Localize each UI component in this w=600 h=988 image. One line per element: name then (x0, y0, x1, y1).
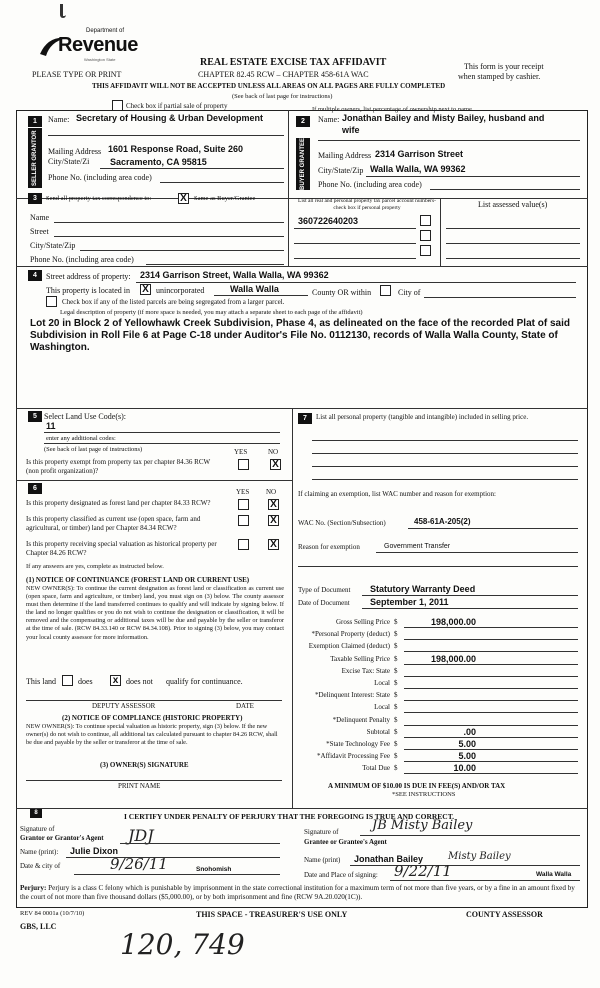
segregated-checkbox[interactable] (46, 296, 57, 307)
forest-no-checkbox[interactable]: X (268, 499, 279, 510)
land-does-not-label: does not (126, 677, 153, 686)
tax-row-label: Subtotal (366, 728, 390, 736)
section-2-number: 2 (296, 116, 310, 127)
grantee-name[interactable]: Jonathan Bailey (354, 854, 424, 864)
grantee-sig-label-2: Grantee or Grantee's Agent (304, 838, 387, 846)
document-type[interactable]: Statutory Warranty Deed (370, 584, 476, 594)
grantee-date-label: Date and Place of signing: (304, 871, 378, 879)
parcel-2-personal-checkbox[interactable] (420, 230, 431, 241)
document-date[interactable]: September 1, 2011 (370, 597, 449, 607)
tax-row-dollar: $ (394, 642, 398, 650)
buyer-name-line-2[interactable]: wife (342, 125, 360, 135)
tax-row-value[interactable]: 5.00 (458, 739, 476, 749)
land-does-not-checkbox[interactable]: x (110, 675, 121, 686)
perjury-label: Perjury: (20, 884, 47, 892)
tax-row-dollar: $ (394, 728, 398, 736)
grantor-name[interactable]: Julie Dixon (70, 846, 119, 856)
current-use-question: Is this property classified as current use (open space, farm and agricultural, or timber) land per Chapter 84.34 RCW? (26, 515, 201, 532)
document-date-label: Date of Document (298, 599, 350, 607)
section-8-number: 8 (30, 809, 42, 818)
see-instructions-note: *SEE INSTRUCTIONS (392, 791, 456, 798)
assessed-value-header: List assessed value(s) (478, 200, 548, 209)
form-title: REAL ESTATE EXCISE TAX AFFIDAVIT (200, 57, 387, 68)
s6-yes-header: YES (236, 488, 250, 496)
tax-row-value[interactable]: .00 (463, 727, 476, 737)
type-note: PLEASE TYPE OR PRINT (32, 70, 122, 79)
tax-row-dollar: $ (394, 655, 398, 663)
legal-description-label: Legal description of property (if more space is needed, you may attach a separate sheet to each page of the affidavit) (60, 309, 363, 316)
forest-yes-checkbox[interactable] (238, 499, 249, 510)
buyer-name-line-1[interactable]: Jonathan Bailey and Misty Bailey, husband and (342, 113, 545, 123)
grantee-signature[interactable]: JB Misty Bailey (372, 818, 473, 833)
notice-2-title: (2) NOTICE OF COMPLIANCE (HISTORIC PROPERTY) (62, 714, 243, 722)
multiple-owners-note: If multiple owners, list percentage of ownership next to name (312, 106, 472, 113)
section-4-number: 4 (28, 270, 42, 281)
city-of-label: City of (398, 288, 421, 297)
section-5-number: 5 (28, 411, 42, 422)
owner-signature-title: (3) OWNER(S) SIGNATURE (100, 761, 189, 769)
seller-name-label: Name: (48, 115, 70, 124)
buyer-phone-label: Phone No. (including area code) (318, 180, 422, 189)
exempt-question: Is this property exempt from property tax per chapter 84.36 RCW (non profit organization)? (26, 458, 210, 475)
exemption-label: If claiming an exemption, list WAC number and reason for exemption: (298, 490, 496, 498)
grantor-sig-label-1: Signature of (20, 825, 55, 833)
receipt-note-1: This form is your receipt (464, 62, 544, 71)
notice-1-text: NEW OWNER(S): To continue the current designation as forest land or classification as current use (open space, farm and agriculture, or timber) land, you must sign on (3) below. The county assessor must then determine if the land transferred continues to qualify and will indicate by signing below. If the land no longer qualifies or you do not wish to continue the designation or classification, it will be removed and the compensating or additional taxes will be due and payable by the seller or transferor at the time of sale. (RCW 84.33.140 or RCW 84.34.108). Prior to signing (3) below, you may contact your local county assessor for more information. (26, 585, 284, 641)
section-3-number: 3 (28, 193, 42, 204)
deputy-assessor-label: DEPUTY ASSESSOR (92, 702, 156, 710)
tax-row-label: *Personal Property (deduct) (311, 630, 390, 638)
same-as-buyer-label: Same as Buyer/Grantee (194, 195, 256, 202)
tax-row-dollar: $ (394, 679, 398, 687)
section-6-number: 6 (28, 483, 42, 494)
corr-street-label: Street (30, 227, 49, 236)
grantor-date-label: Date & city of (20, 862, 61, 870)
s5-yes-header: YES (234, 448, 248, 456)
personal-property-label: List all personal property (tangible and intangible) included in selling price. (316, 413, 529, 421)
tax-row-dollar: $ (394, 740, 398, 748)
tax-row-label: Excise Tax: State (341, 667, 390, 675)
located-in-label: This property is located in (46, 286, 130, 295)
buyer-side-label: BUYER GRANTEE (296, 138, 310, 190)
land-does-checkbox[interactable] (62, 675, 73, 686)
city-checkbox[interactable] (380, 285, 391, 296)
send-correspondence-label: Send all property tax correspondence to: (46, 195, 152, 202)
assessor-date-label: DATE (236, 702, 254, 710)
tax-row-label: *Delinquent Penalty (332, 716, 390, 724)
tax-row-label: Local (374, 703, 390, 711)
perjury-text: Perjury is a class C felony which is punishable by imprisonment in the state correctional institution for a maximum term of not more than five years, or by a fine in an amount fixed by the court of not more than five thousand dollars ($5,000.00), or by both imprisonment and fine (RCW 9A.20.020(1C)). (20, 884, 575, 901)
exemption-reason[interactable]: Government Transfer (384, 543, 451, 550)
print-name-label: PRINT NAME (118, 782, 161, 790)
form-chapter: CHAPTER 82.45 RCW – CHAPTER 458-61A WAC (198, 70, 369, 79)
notice-1-title: (1) NOTICE OF CONTINUANCE (FOREST LAND OR CURRENT USE) (26, 576, 250, 584)
exemption-reason-label: Reason for exemption (298, 543, 360, 551)
seller-phone-label: Phone No. (including area code) (48, 173, 152, 182)
property-street[interactable]: 2314 Garrison Street, Walla Walla, WA 99362 (140, 270, 329, 280)
legal-description[interactable]: Lot 20 in Block 2 of Yellowhawk Creek Subdivision, Phase 4, as delineated on the face of the recorded Plat of said Subdivision in Roll File 6 at Page C-18 under Auditor's File No. 0112130, records of Walla Walla County, State of Washington. (30, 318, 570, 353)
tax-row-label: *Delinquent Interest: State (314, 691, 390, 699)
tax-row-dollar: $ (394, 764, 398, 772)
same-as-buyer-checkbox[interactable]: X (178, 193, 189, 204)
s6-no-header: NO (266, 488, 277, 496)
parcel-header: List all real and personal property tax parcel account numbers-check box if personal property (298, 198, 436, 211)
property-county[interactable]: Walla Walla (230, 284, 279, 294)
this-land-label: This land (26, 677, 56, 686)
wac-number[interactable]: 458-61A-205(2) (414, 517, 471, 526)
wac-label: WAC No. (Section/Subsection) (298, 519, 386, 527)
exempt-yes-checkbox[interactable] (238, 459, 249, 470)
company-name: GBS, LLC (20, 922, 57, 931)
parcel-3-personal-checkbox[interactable] (420, 245, 431, 256)
buyer-mailing-label: Mailing Address (318, 151, 372, 160)
if-yes-note: If any answers are yes, complete as instructed below. (26, 563, 164, 570)
exempt-no-checkbox[interactable]: X (270, 459, 281, 470)
tax-row-label: *State Technology Fee (326, 740, 390, 748)
grantor-name-label: Name (print): (20, 848, 59, 856)
buyer-mailing[interactable]: 2314 Garrison Street (375, 149, 464, 159)
parcel-number[interactable]: 360722640203 (298, 216, 359, 226)
seller-city-label: City/State/Zi (48, 157, 90, 166)
receipt-note-2: when stamped by cashier. (458, 72, 541, 81)
current-use-yes-checkbox[interactable] (238, 515, 249, 526)
partial-sale-label: Check box if partial sale of property (126, 102, 228, 110)
seller-name[interactable]: Secretary of Housing & Urban Development (76, 113, 264, 123)
tax-row-dollar: $ (394, 667, 398, 675)
tax-row-value[interactable]: 198,000.00 (430, 617, 476, 627)
tax-row-dollar: $ (394, 618, 398, 626)
notice-2-text: NEW OWNER(S): To continue special valuation as historic property, sign (3) below. If the new owner(s) do not wish to continue, all additional tax calculated pursuant to chapter 84.26 RCW, shall be due and payable by the seller or transferor at the time of sale. (26, 723, 278, 747)
unincorporated-label: unincorporated (156, 286, 205, 295)
seller-mailing-label: Mailing Address (48, 147, 102, 156)
corner-mark (60, 4, 66, 18)
dor-logo (38, 28, 148, 68)
minimum-fee-note: A MINIMUM OF $10.00 IS DUE IN FEE(S) AND/OR TAX (328, 782, 506, 790)
logo-sub: Washington State (84, 57, 116, 62)
buyer-city[interactable]: Walla Walla, WA 99362 (370, 164, 466, 174)
see-back-instructions: (See back of last page of instructions) (44, 446, 143, 453)
tax-row-label: Total Due (362, 764, 390, 772)
tax-row-value[interactable]: 10.00 (453, 763, 476, 773)
seller-city[interactable]: Sacramento, CA 95815 (110, 157, 207, 167)
revision-code: REV 84 0001a (10/7/10) (20, 910, 85, 917)
county-or-within-label: County OR within (312, 288, 372, 297)
corr-city-label: City/State/Zip (30, 241, 76, 250)
tax-row-label: Local (374, 679, 390, 687)
tax-row-value[interactable]: 5.00 (458, 751, 476, 761)
county-assessor: COUNTY ASSESSOR (466, 910, 543, 919)
property-street-label: Street address of property: (46, 272, 131, 281)
section-1-number: 1 (28, 116, 42, 127)
current-use-no-checkbox[interactable]: X (268, 515, 279, 526)
historical-no-checkbox[interactable]: X (268, 539, 279, 550)
logo-big: Revenue (58, 34, 138, 56)
handwritten-number: 120, 749 (120, 928, 245, 961)
tax-row-dollar: $ (394, 630, 398, 638)
grantee-city[interactable]: Walla Walla (536, 871, 572, 878)
corr-name-label: Name (30, 213, 50, 222)
additional-codes-label: enter any additional codes: (46, 435, 116, 442)
tax-row-dollar: $ (394, 691, 398, 699)
tax-row-label: Gross Selling Price (335, 618, 390, 626)
seller-side-label: SELLER GRANTOR (28, 128, 42, 188)
corr-phone-label: Phone No. (including area code) (30, 255, 134, 264)
qualify-label: qualify for continuance. (166, 677, 243, 686)
land-does-label: does (78, 677, 93, 686)
treasurer-use: THIS SPACE - TREASURER'S USE ONLY (196, 910, 348, 919)
historical-question: Is this property receiving special valuation as historical property per Chapter 84.26 RCW? (26, 540, 217, 557)
tax-row-label: Exemption Claimed (deduct) (308, 642, 390, 650)
grantee-date[interactable]: 9/22/11 (394, 862, 452, 880)
grantee-name-handwritten[interactable]: Misty Bailey (448, 851, 511, 862)
buyer-city-label: City/State/Zip (318, 166, 364, 175)
see-back-note: (See back of last page for instructions) (232, 93, 333, 100)
grantor-signature[interactable]: JDJ (128, 826, 154, 845)
unincorporated-checkbox[interactable]: X (140, 284, 151, 295)
grantee-sig-label-1: Signature of (304, 828, 339, 836)
buyer-name-label: Name: (318, 115, 340, 124)
tax-row-value[interactable]: 198,000.00 (430, 654, 476, 664)
segregated-label: Check box if any of the listed parcels are being segregated from a larger parcel. (62, 298, 285, 306)
tax-row-label: Taxable Selling Price (330, 655, 390, 663)
warning: THIS AFFIDAVIT WILL NOT BE ACCEPTED UNLESS ALL AREAS ON ALL PAGES ARE FULLY COMPLETED (92, 82, 446, 90)
tax-row-label: *Affidavit Processing Fee (317, 752, 390, 760)
tax-row-dollar: $ (394, 752, 398, 760)
document-type-label: Type of Document (298, 586, 351, 594)
land-use-label: Select Land Use Code(s): (44, 412, 126, 421)
land-use-code[interactable]: 11 (46, 421, 56, 431)
grantee-name-label: Name (print) (304, 856, 341, 864)
forest-question: Is this property designated as forest land per chapter 84.33 RCW? (26, 499, 211, 507)
seller-mailing[interactable]: 1601 Response Road, Suite 260 (108, 144, 244, 154)
certify-statement: I CERTIFY UNDER PENALTY OF PERJURY THAT THE FOREGOING IS TRUE AND CORRECT. (124, 812, 455, 821)
tax-row-dollar: $ (394, 716, 398, 724)
s5-no-header: NO (268, 448, 279, 456)
grantor-date[interactable]: 9/26/11 (110, 855, 168, 873)
grantor-city[interactable]: Snohomish (196, 866, 232, 873)
perjury-statement (20, 884, 584, 902)
historical-yes-checkbox[interactable] (238, 539, 249, 550)
tax-row-dollar: $ (394, 703, 398, 711)
section-7-number: 7 (298, 413, 312, 424)
parcel-1-personal-checkbox[interactable] (420, 215, 431, 226)
logo-small: Department of (86, 28, 125, 34)
grantor-sig-label-2: Grantor or Grantor's Agent (20, 834, 104, 842)
